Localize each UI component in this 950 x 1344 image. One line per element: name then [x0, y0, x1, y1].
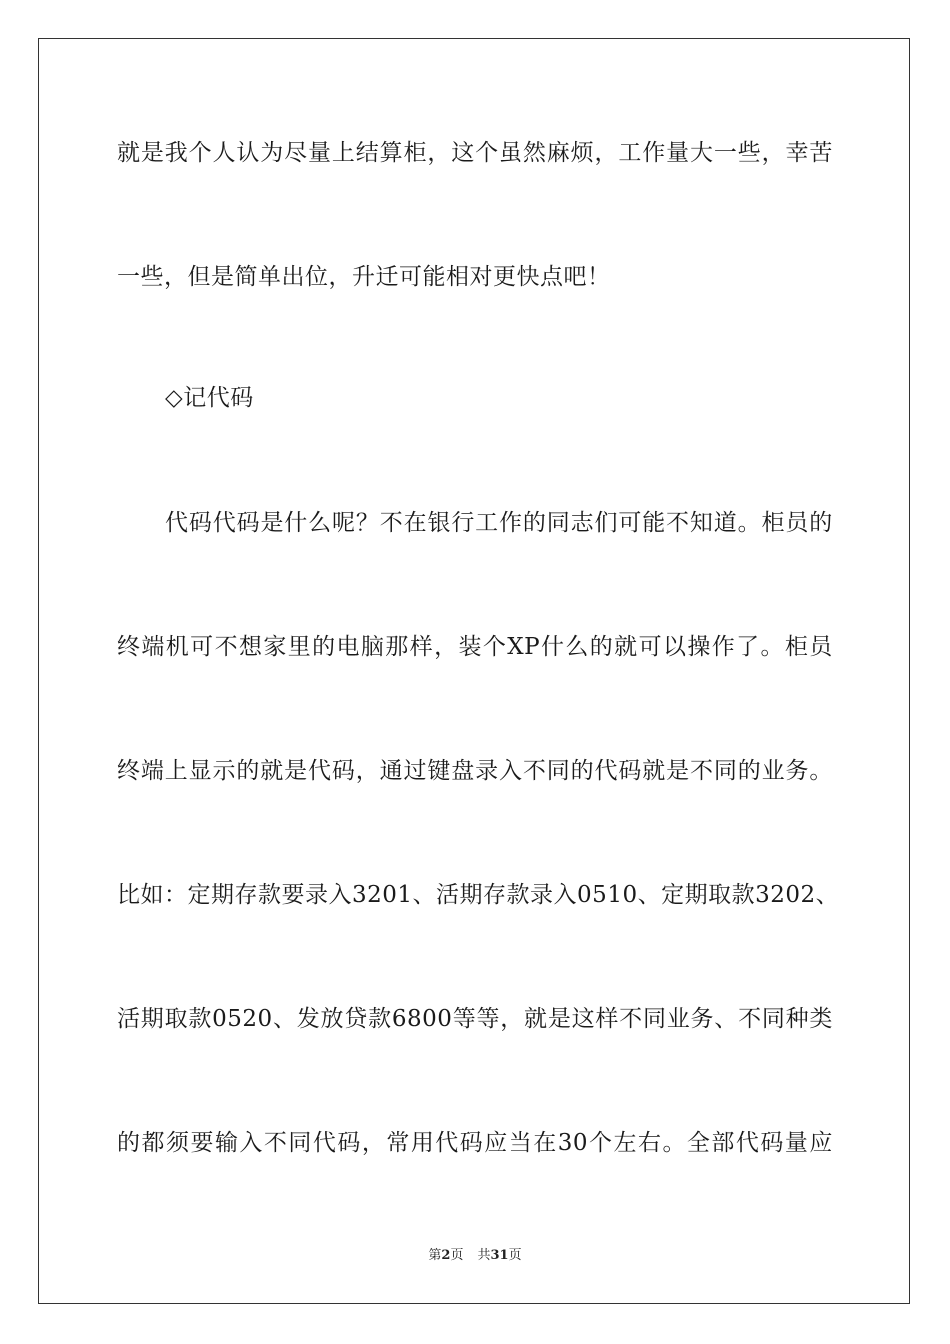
- body-text-line-6: 终 端 上 显 示 的 就 是 代 码 ， 通 过 键 盘 录 入 不 同 的 代 码 就 是 不 同 的 业 务 。: [117, 758, 833, 784]
- page-number: 2: [441, 1248, 451, 1263]
- page-border: [38, 38, 910, 1304]
- total-prefix: 共: [477, 1248, 491, 1263]
- body-text-line-9: 的 都 须 要 输 入 不 同 代 码 ， 常 用 代 码 应 当 在 30 个 左 右 。 全 部 代 码 量 应: [117, 1130, 833, 1156]
- body-text-line-1: 就 是 我 个 人 认 为 尽 量 上 结 算 柜 ， 这 个 虽 然 麻 烦 ， 工 作 量 大 一 些 ， 幸 苦: [117, 140, 833, 166]
- body-text-line-8: 活 期 取 款 0520 、 发 放 贷 款 6800 等 等 ， 就 是 这 样 不 同 业 务 、 不 同 种 类: [117, 1006, 833, 1032]
- page-footer: [0, 1246, 950, 1266]
- body-text-line-2: 一些，但是简单出位，升迁可能相对更快点吧！: [117, 264, 611, 290]
- body-text-line-7: 比 如 ： 定 期 存 款 要 录 入 3201 、 活 期 存 款 录 入 0510 、 定 期 取 款 3202 、: [117, 882, 840, 908]
- body-text-line-5: 终 端 机 可 不 想 家 里 的 电 脑 那 样 ， 装 个 XP 什 么 的 就 可 以 操 作 了 。 柜 员: [117, 634, 833, 660]
- page-prefix: 第: [428, 1248, 442, 1263]
- body-text-line-4: 代 码 代 码 是 什 么 呢 ？ 不 在 银 行 工 作 的 同 志 们 可 能 不 知 道 。 柜 员 的: [165, 510, 833, 536]
- total-pages: 31: [490, 1248, 509, 1263]
- section-heading: ◇记代码: [165, 385, 254, 411]
- page-suffix: 页: [450, 1248, 464, 1263]
- total-suffix: 页: [508, 1248, 522, 1263]
